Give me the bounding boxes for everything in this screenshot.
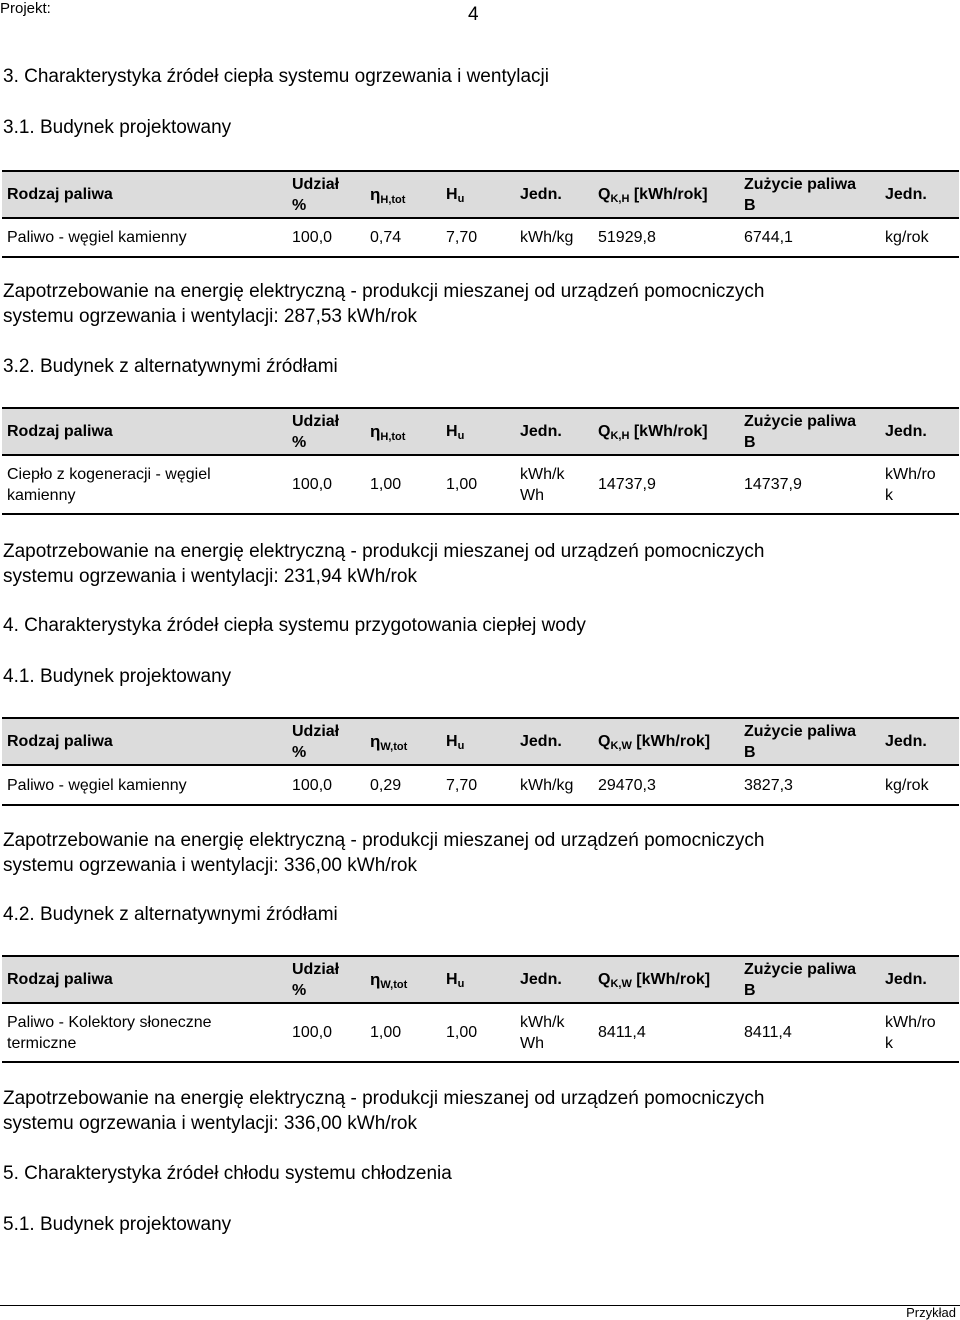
- col-udzial: Udział %: [287, 718, 365, 765]
- col-jedn: Jedn.: [515, 718, 593, 765]
- col-jedn2: Jedn.: [880, 718, 959, 765]
- cell-q: 14737,9: [593, 455, 739, 514]
- section-3-1-title: 3.1. Budynek projektowany: [3, 117, 232, 138]
- section-4-1-title: 4.1. Budynek projektowany: [3, 666, 232, 687]
- table-header-row: [2, 718, 959, 765]
- col-jedn2: Jedn.: [880, 171, 959, 218]
- col-q: $Q_{K,W}$ [kWh/rok]: [593, 718, 739, 765]
- cell-eta: 0,74: [365, 218, 441, 257]
- table-3-2: [2, 407, 959, 515]
- cell-udzial: 100,0: [287, 455, 365, 514]
- section-3-2-title: 3.2. Budynek z alternatywnymi źródłami: [3, 356, 338, 377]
- col-jedn: Jedn.: [515, 171, 593, 218]
- col-udzial: Udział %: [287, 408, 365, 455]
- col-zuzycie: Zużycie paliwa B: [739, 171, 880, 218]
- section-5-title: 5. Charakterystyka źródeł chłodu systemu chłodzenia: [3, 1163, 452, 1184]
- cell-rodzaj: Paliwo - węgiel kamienny: [2, 765, 287, 805]
- col-jedn2: Jedn.: [880, 408, 959, 455]
- cell-b: 8411,4: [739, 1003, 880, 1062]
- col-udzial: Udział %: [287, 956, 365, 1003]
- cell-hu: 7,70: [441, 218, 515, 257]
- col-q: $Q_{K,H}$ [kWh/rok]: [593, 171, 739, 218]
- col-udzial: Udział %: [287, 171, 365, 218]
- col-eta: $\eta_{H,tot}$: [365, 171, 441, 218]
- col-eta: $\eta_{W,tot}$: [365, 718, 441, 765]
- footer-label: Przykład: [906, 1305, 956, 1320]
- col-rodzaj-paliwa: Rodzaj paliwa: [2, 718, 287, 765]
- section-4-title: 4. Charakterystyka źródeł ciepła systemu przygotowania ciepłej wody: [3, 615, 586, 636]
- col-jedn: Jedn.: [515, 956, 593, 1003]
- energy-note-4-1: Zapotrzebowanie na energię elektryczną - produkcji mieszanej od urządzeń pomocniczych systemu ogrzewania i wentylacji: 336,00 kWh/rok: [3, 830, 765, 876]
- cell-hu: 7,70: [441, 765, 515, 805]
- cell-jedn2: kWh/ro k: [880, 455, 959, 514]
- col-hu: $H_u$: [441, 171, 515, 218]
- col-eta: $\eta_{H,tot}$: [365, 408, 441, 455]
- col-rodzaj-paliwa: Rodzaj paliwa: [2, 956, 287, 1003]
- cell-hu: 1,00: [441, 455, 515, 514]
- cell-eta: 1,00: [365, 1003, 441, 1062]
- col-rodzaj-paliwa: Rodzaj paliwa: [2, 408, 287, 455]
- energy-note-3-1: Zapotrzebowanie na energię elektryczną - produkcji mieszanej od urządzeń pomocniczych systemu ogrzewania i wentylacji: 287,53 kWh/rok: [3, 281, 765, 327]
- col-zuzycie: Zużycie paliwa B: [739, 408, 880, 455]
- col-rodzaj-paliwa: Rodzaj paliwa: [2, 171, 287, 218]
- col-q: $Q_{K,W}$ [kWh/rok]: [593, 956, 739, 1003]
- section-4-2-title: 4.2. Budynek z alternatywnymi źródłami: [3, 904, 338, 925]
- cell-hu: 1,00: [441, 1003, 515, 1062]
- footer-divider: [0, 1305, 960, 1306]
- page-number: 4: [468, 4, 479, 25]
- cell-q: 8411,4: [593, 1003, 739, 1062]
- table-4-1: [2, 717, 959, 806]
- cell-b: 14737,9: [739, 455, 880, 514]
- cell-rodzaj: Paliwo - węgiel kamienny: [2, 218, 287, 257]
- cell-udzial: 100,0: [287, 765, 365, 805]
- table-row: [2, 1003, 959, 1062]
- table-header-row: [2, 956, 959, 1003]
- col-hu: $H_u$: [441, 718, 515, 765]
- cell-rodzaj: Paliwo - Kolektory słoneczne termiczne: [2, 1003, 287, 1062]
- table-row: [2, 218, 959, 257]
- cell-q: 29470,3: [593, 765, 739, 805]
- col-zuzycie: Zużycie paliwa B: [739, 956, 880, 1003]
- energy-note-4-2: Zapotrzebowanie na energię elektryczną - produkcji mieszanej od urządzeń pomocniczych systemu ogrzewania i wentylacji: 336,00 kWh/rok: [3, 1088, 765, 1134]
- cell-jedn2: kWh/ro k: [880, 1003, 959, 1062]
- table-row: [2, 765, 959, 805]
- cell-rodzaj: Ciepło z kogeneracji - węgiel kamienny: [2, 455, 287, 514]
- cell-jedn: kWh/kg: [515, 765, 593, 805]
- col-jedn2: Jedn.: [880, 956, 959, 1003]
- col-zuzycie: Zużycie paliwa B: [739, 718, 880, 765]
- col-q: $Q_{K,H}$ [kWh/rok]: [593, 408, 739, 455]
- col-eta: $\eta_{W,tot}$: [365, 956, 441, 1003]
- col-hu: $H_u$: [441, 956, 515, 1003]
- cell-udzial: 100,0: [287, 218, 365, 257]
- cell-q: 51929,8: [593, 218, 739, 257]
- table-4-2: [2, 955, 959, 1063]
- cell-b: 6744,1: [739, 218, 880, 257]
- section-3-title: 3. Charakterystyka źródeł ciepła systemu ogrzewania i wentylacji: [3, 66, 549, 87]
- cell-jedn2: kg/rok: [880, 765, 959, 805]
- table-header-row: [2, 171, 959, 218]
- col-jedn: Jedn.: [515, 408, 593, 455]
- cell-eta: 0,29: [365, 765, 441, 805]
- cell-eta: 1,00: [365, 455, 441, 514]
- cell-jedn: kWh/k Wh: [515, 455, 593, 514]
- cell-b: 3827,3: [739, 765, 880, 805]
- cell-jedn2: kg/rok: [880, 218, 959, 257]
- table-row: [2, 455, 959, 514]
- cell-jedn: kWh/kg: [515, 218, 593, 257]
- table-3-1: [2, 170, 959, 258]
- table-header-row: [2, 408, 959, 455]
- cell-udzial: 100,0: [287, 1003, 365, 1062]
- col-hu: $H_u$: [441, 408, 515, 455]
- section-5-1-title: 5.1. Budynek projektowany: [3, 1214, 232, 1235]
- project-label: Projekt:: [0, 0, 51, 17]
- energy-note-3-2: Zapotrzebowanie na energię elektryczną - produkcji mieszanej od urządzeń pomocniczych systemu ogrzewania i wentylacji: 231,94 kWh/rok: [3, 541, 765, 587]
- cell-jedn: kWh/k Wh: [515, 1003, 593, 1062]
